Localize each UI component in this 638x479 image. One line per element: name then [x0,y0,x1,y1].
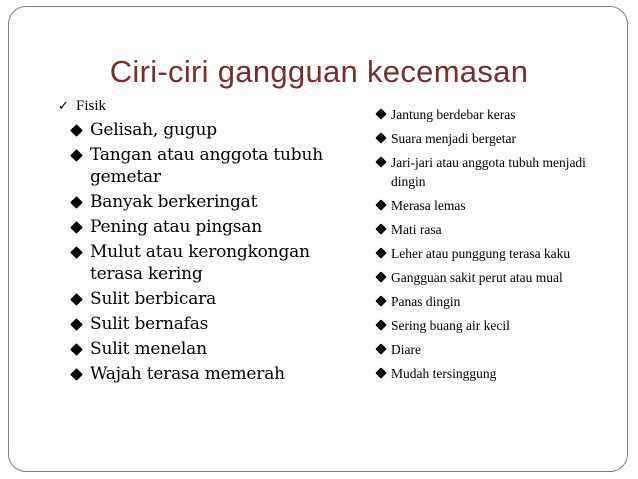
list-item-text: Wajah terasa memerah [90,364,285,384]
list-item [375,292,620,311]
list-item-text: Banyak berkeringat [90,192,258,212]
list-item-text: Diare [391,342,421,357]
diamond-bullet-icon [375,156,386,167]
left-column [58,96,350,388]
list-item-text: Sering buang air kecil [391,318,510,333]
diamond-bullet-icon [70,124,83,137]
diamond-bullet-icon [375,199,386,210]
diamond-bullet-icon [375,108,386,119]
diamond-bullet-icon [375,223,386,234]
list-item [70,216,350,238]
list-item [375,364,620,383]
list-item [375,220,620,239]
list-item [70,241,350,285]
list-item [375,196,620,215]
check-icon: ✓ [58,98,69,113]
diamond-bullet-icon [70,196,83,209]
list-item [70,338,350,360]
diamond-bullet-icon [70,343,83,356]
list-item [375,129,620,148]
diamond-bullet-icon [70,149,83,162]
diamond-bullet-icon [70,318,83,331]
diamond-bullet-icon [70,293,83,306]
diamond-bullet-icon [70,368,83,381]
list-item [375,316,620,335]
list-item-text: Leher atau punggung terasa kaku [391,246,571,261]
list-item-text: Sulit menelan [90,339,207,359]
list-item-text: Jantung berdebar keras [391,107,516,122]
list-item-text: Pening atau pingsan [90,217,262,237]
list-item-text: Mati rasa [391,222,442,237]
slide-title: Ciri-ciri gangguan kecemasan [109,54,529,89]
list-item [70,191,350,213]
diamond-bullet-icon [375,319,386,330]
diamond-bullet-icon [375,295,386,306]
list-item-text: Sulit bernafas [90,314,209,334]
right-column [375,105,620,388]
list-item-text: Mulut atau kerongkongan terasa kering [90,242,310,284]
list-header-fisik [58,96,350,116]
list-item-text: Merasa lemas [391,198,466,213]
list-item-text: Gelisah, gugup [90,120,217,140]
list-item-text: Gangguan sakit perut atau mual [391,270,563,285]
list-item [70,313,350,335]
list-item-text: Tangan atau anggota tubuh gemetar [90,145,323,187]
list-item [375,268,620,287]
list-item [375,244,620,263]
list-item [375,153,620,191]
list-item [70,144,350,188]
list-item [70,363,350,385]
list-item [70,119,350,141]
diamond-bullet-icon [375,271,386,282]
list-item-text: Jari-jari atau anggota tubuh menjadi dingin [391,155,586,189]
list-item [375,105,620,124]
list-item [375,340,620,359]
list-item [70,288,350,310]
list-item-text: Panas dingin [391,294,461,309]
list-item-text: Sulit berbicara [90,289,217,309]
list-item-text: Mudah tersinggung [391,366,497,381]
list-header-label: Fisik [76,98,107,114]
diamond-bullet-icon [375,247,386,258]
diamond-bullet-icon [375,343,386,354]
diamond-bullet-icon [375,132,386,143]
diamond-bullet-icon [375,367,386,378]
diamond-bullet-icon [70,221,83,234]
list-item-text: Suara menjadi bergetar [391,131,516,146]
diamond-bullet-icon [70,246,83,259]
